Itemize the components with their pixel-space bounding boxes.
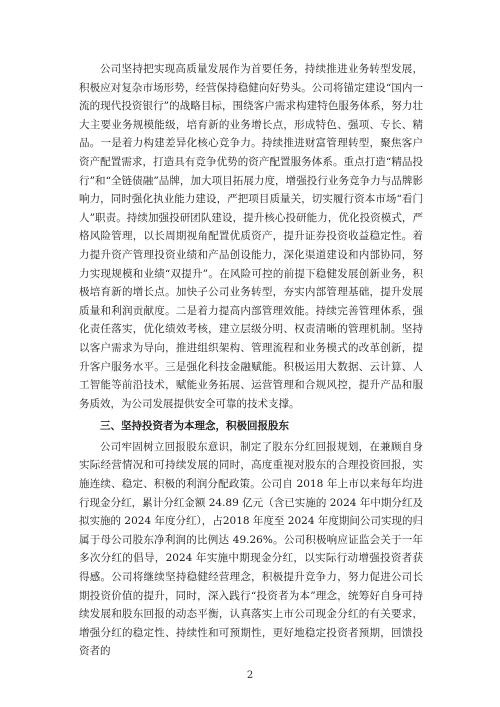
page-number: 2: [246, 670, 254, 681]
body-paragraph: 公司坚持把实现高质量发展作为首要任务，持续推进业务转型发展，积极应对复杂市场形势，经营保持稳健向好势头。公司将锚定建设“国内一流的现代投资银行”的战略目标，围绕客户需求构建特色服务体系，努力壮大主要业务规模能级，培育新的业务增长点，形成特色、强项、专长、精品。一是着力构建差异化核心竞争力。持续推进财富管理转型，聚焦客户资产配置需求，打造具有竞争优势的资产配置服务体系。重点打造“精品投行”和“全链债融”品牌，加大项目拓展力度，增强投行业务竞争力与品牌影响力，同时强化执业能力建设，严把项目质量关，切实履行资本市场“看门人”职责。持续加强投研团队建设，提升核心投研能力，优化投资模式，严格风险管理，以长周期视角配置优质资产，提升证券投资收益稳定性。着力提升资产管理投资业绩和产品创设能力，深化渠道建设和内部协同，努力实现规模和业绩“双提升”。在风险可控的前提下稳健发展创新业务，积极培育新的增长点。加快子公司业务转型，夯实内部管理基础，提升发展质量和利润贡献度。二是着力提高内部管理效能。持续完善管理体系，强化责任落实，优化绩效考核，建立层级分明、权责清晰的管理机制。坚持以客户需求为导向，推进组织架构、管理流程和业务模式的改革创新，提升客户服务水平。三是强化科技金融赋能。积极运用大数据、云计算、人工智能等前沿技术，赋能业务拓展、运营管理和合规风控，提升产品和服务质效，为公司发展提供安全可靠的技术支撑。: [79, 63, 423, 410]
document-body: [79, 60, 423, 661]
body-paragraph: 公司牢固树立回报股东意识，制定了股东分红回报规划，在兼顾自身实际经营情况和可持续发展的同时，高度重视对股东的合理投资回报，实施连续、稳定、积极的利润分配政策。公司自 2018 年上市以来每年均进行现金分红，累计分红金额 24.89 亿元（含已实施的 2024 年中期分红及拟实施的 2024 年度分红），占2018 年度至 2024 年度期间公司实现的归属于母公司股东净利润的比例达 49.26%。公司积极响应证监会关于一年多次分红的倡导，2024 年实施中期现金分红，以实际行动增强投资者获得感。公司将继续坚持稳健经营理念，积极提升竞争力，努力促进公司长期投资价值的提升，同时，深入践行“投资者为本”理念，统筹好自身可持续发展和股东回报的动态平衡，认真落实上市公司现金分红的有关要求，增强分红的稳定性、持续性和可预期性，更好地稳定投资者预期，回馈投资者的: [79, 440, 423, 658]
section-heading: 三、坚持投资者为本理念，积极回报股东: [100, 420, 289, 433]
